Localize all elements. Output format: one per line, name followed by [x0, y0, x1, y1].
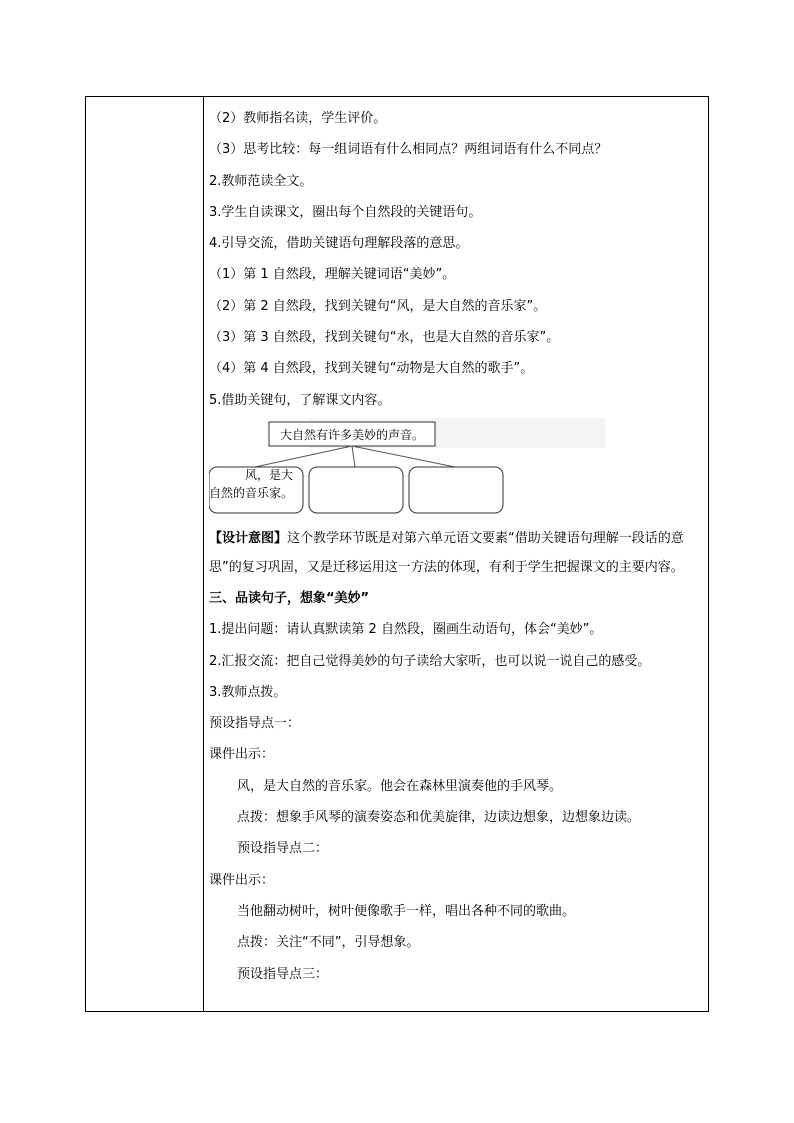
text-line: （4）第 4 自然段，找到关键句“动物是大自然的歌手”。 [209, 361, 534, 377]
diagram-left-text-line1: 风，是大 [244, 467, 293, 482]
text-line: 4.引导交流，借助关键语句理解段落的意思。 [209, 236, 469, 252]
key-sentence-diagram [209, 418, 705, 518]
text-line: 预设指导点三： [237, 966, 329, 982]
text-line: 预设指导点二： [237, 841, 329, 857]
steps-before-diagram [209, 103, 705, 416]
text-line: 3.教师点拨。 [209, 684, 287, 700]
steps-after-heading [209, 614, 705, 990]
diagram-branch-left [255, 446, 352, 467]
text-line: （3）思考比较：每一组词语有什么相同点？两组词语有什么不同点？ [209, 142, 608, 158]
text-line: 1.提出问题：请认真默读第 2 自然段，圈画生动语句，体会“美妙”。 [209, 622, 603, 638]
design-intent-paragraph [209, 524, 705, 583]
text-line: 风，是大自然的音乐家。他会在森林里演奏他的手风琴。 [237, 778, 563, 794]
text-line: 2.教师范读全文。 [209, 173, 313, 189]
text-line: 预设指导点一： [209, 716, 301, 732]
design-intent-text: 这个教学环节既是对第六单元语文要素“借助关键语句理解一段话的意思”的复习巩固，又是迁移运用这一方法的体现，有利于学生把握课文的主要内容。 [209, 530, 684, 576]
diagram-left-text [209, 466, 301, 502]
text-line: （3）第 3 自然段，找到关键句“水，也是大自然的音乐家”。 [209, 330, 560, 346]
text-line: 2.汇报交流：把自己觉得美妙的句子读给大家听，也可以说一说自己的感受。 [209, 653, 651, 669]
diagram-box-right [409, 467, 503, 513]
text-line: 当他翻动树叶，树叶便像歌手一样，唱出各种不同的歌曲。 [237, 903, 576, 919]
text-line: （2）教师指名读，学生评价。 [209, 111, 387, 126]
diagram-box-middle [309, 467, 403, 513]
diagram-top-text: 大自然有许多美妙的声音。 [279, 427, 424, 442]
diagram-left-text-line2: 自然的音乐家。 [209, 485, 294, 500]
section-three-heading: 三、品读句子，想象“美妙” [209, 590, 370, 606]
text-line: 课件出示： [209, 747, 275, 763]
lesson-table [85, 96, 709, 1012]
lesson-content-cell [209, 103, 705, 990]
text-line: （1）第 1 自然段，理解关键词语“美妙”。 [209, 267, 456, 283]
column-divider [203, 97, 204, 1011]
diagram-branch-right [352, 446, 455, 467]
text-line: 5.借助关键句，了解课文内容。 [209, 392, 391, 408]
text-line: 课件出示： [209, 872, 275, 888]
text-line: 点拨：关注“不同”，引导想象。 [237, 935, 420, 951]
text-line: 3.学生自读课文，圈出每个自然段的关键语句。 [209, 204, 482, 220]
diagram-branch-middle [352, 446, 355, 467]
design-intent-label: 【设计意图】 [209, 530, 288, 546]
text-line: （2）第 2 自然段，找到关键句“风，是大自然的音乐家”。 [209, 298, 547, 314]
text-line: 点拨：想象手风琴的演奏姿态和优美旋律，边读边想象，边想象边读。 [237, 810, 641, 826]
